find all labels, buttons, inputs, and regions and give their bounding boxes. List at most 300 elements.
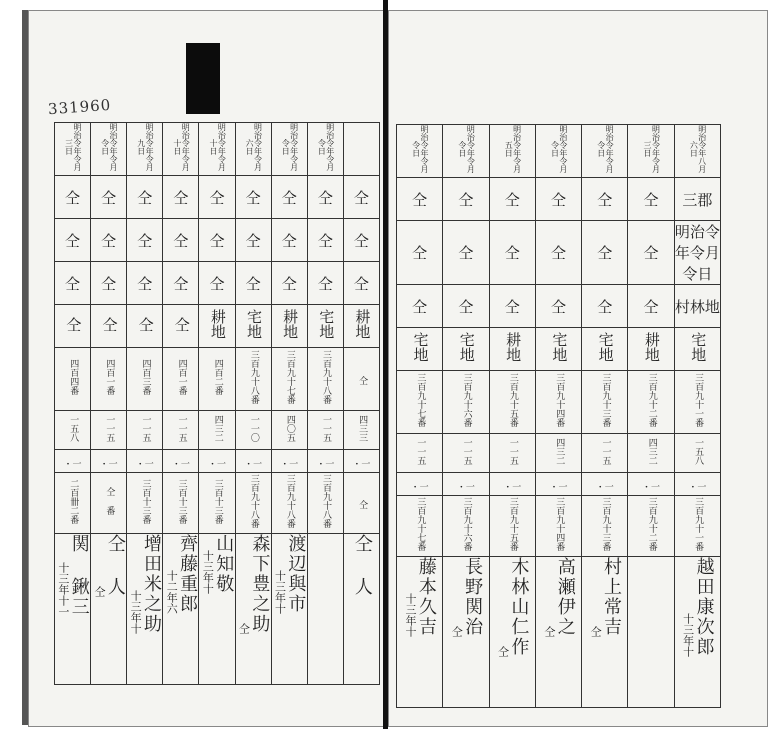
lot-text: 四百二番 [212, 359, 223, 395]
ledger-cell-same1 [127, 176, 163, 219]
ledger-cell-tax [674, 473, 720, 496]
tax-text: ・一 [63, 459, 82, 470]
ledger-cell-owner [55, 534, 91, 685]
lot-text: 三百九十四番 [554, 373, 565, 427]
same2-text: 仝 [281, 231, 297, 250]
ledger-cell-category [235, 305, 271, 348]
tax-text: ・一 [410, 482, 429, 493]
lot2-text: 仝 [357, 499, 368, 509]
lot-text: 仝 [357, 375, 368, 385]
ledger-cell-same1 [163, 176, 199, 219]
area-text: 一一五 [461, 437, 472, 465]
ledger-cell-category [271, 305, 307, 348]
same3-text: 仝 [317, 274, 333, 293]
ledger-cell-lot2 [235, 473, 271, 534]
ledger-cell-date [55, 123, 91, 176]
same2-text: 仝 [597, 244, 613, 262]
ledger-cell-tax [628, 473, 674, 496]
owner-name: 仝 人 [351, 534, 373, 597]
category-text: 仝 [136, 316, 155, 332]
ledger-cell-same3 [343, 262, 379, 305]
lot-text: 三百九十五番 [507, 373, 518, 427]
category-text: 宅地 [457, 332, 476, 362]
ledger-cell-same1 [199, 176, 235, 219]
ledger-cell-lot [199, 348, 235, 411]
lot2-text: 三百十三番 [212, 478, 223, 524]
ledger-cell-date [127, 123, 163, 176]
ledger-cell-lot [91, 348, 127, 411]
ledger-cell-owner [127, 534, 163, 685]
ledger-cell-date [443, 125, 489, 178]
lot2-text: 仝 番 [104, 487, 115, 515]
ledger-cell-lot2 [674, 496, 720, 557]
owner-date: 十三年十一 [56, 562, 70, 617]
ledger-cell-lot [343, 348, 379, 411]
ledger-cell-area [235, 411, 271, 450]
ledger-cell-area [582, 434, 628, 473]
ledger-cell-area [674, 434, 720, 473]
ledger-cell-same3 [674, 285, 720, 328]
ledger-cell-area [307, 411, 343, 450]
lot-text: 三百九十二番 [646, 373, 657, 427]
ledger-cell-lot2 [307, 473, 343, 534]
category-text: 仝 [64, 316, 83, 332]
tax-text: ・一 [207, 459, 226, 470]
same3-text: 仝 [458, 297, 474, 316]
ledger-cell-same2 [674, 221, 720, 285]
same2-text: 仝 [353, 231, 369, 250]
ledger-cell-same3 [127, 262, 163, 305]
lot-text: 三百九十六番 [461, 373, 472, 427]
ledger-cell-same2 [91, 219, 127, 262]
ledger-cell-tax [307, 450, 343, 473]
same3-text: 仝 [353, 274, 369, 293]
same2-text: 明治令年令月令日 [674, 223, 720, 283]
owner-date: 十三年十 [403, 593, 417, 637]
redaction-block [186, 43, 220, 114]
owner-name: 村上常吉 [600, 557, 622, 637]
ledger-cell-same1 [343, 176, 379, 219]
lot2-text: 三百九十八番 [284, 474, 295, 528]
tax-text: ・一 [456, 482, 475, 493]
area-text: 一一五 [176, 414, 187, 442]
tax-text: ・一 [316, 459, 335, 470]
same2-text: 仝 [458, 244, 474, 262]
ledger-cell-date [91, 123, 127, 176]
date-text: 明治令年八月六日 [689, 125, 707, 173]
ledger-cell-lot2 [55, 473, 91, 534]
owner-date: 十三年十 [273, 570, 287, 614]
ledger-cell-area [443, 434, 489, 473]
category-text: 耕地 [208, 309, 227, 339]
owner-date: 十三年十 [681, 613, 695, 657]
same3-text: 仝 [412, 297, 428, 316]
category-text: 仝 [172, 316, 191, 332]
ledger-cell-category [127, 305, 163, 348]
same2-text: 仝 [209, 231, 225, 250]
ledger-row-lot [397, 371, 721, 434]
same1-text: 仝 [101, 188, 117, 207]
ledger-cell-owner [489, 557, 535, 708]
ledger-cell-tax [489, 473, 535, 496]
ledger-cell-date [343, 123, 379, 176]
ledger-row-tax [55, 450, 380, 473]
same3-text: 仝 [550, 297, 566, 316]
tax-text: ・一 [549, 482, 568, 493]
same3-text: 仝 [65, 274, 81, 293]
owner-date: 仝 [92, 586, 106, 597]
ledger-cell-same3 [271, 262, 307, 305]
ledger-cell-same2 [397, 221, 443, 285]
same3-text: 村林地 [674, 297, 720, 316]
ledger-cell-owner [443, 557, 489, 708]
same2-text: 仝 [101, 231, 117, 250]
lot-text: 三百九十三番 [600, 373, 611, 427]
same1-text: 仝 [209, 188, 225, 207]
lot2-text: 三百十三番 [176, 478, 187, 524]
same3-text: 仝 [173, 274, 189, 293]
same1-text: 仝 [504, 190, 520, 209]
lot2-text: 三百九十七番 [415, 497, 426, 551]
ledger-cell-tax [343, 450, 379, 473]
ledger-row-same3 [397, 285, 721, 328]
ledger-row-area [55, 411, 380, 450]
ledger-row-area [397, 434, 721, 473]
ledger-cell-same1 [55, 176, 91, 219]
owner-name: 高瀬伊之 [554, 557, 576, 637]
ledger-cell-lot2 [163, 473, 199, 534]
owner-name: 齊藤重郎 [177, 534, 199, 614]
ledger-cell-same2 [628, 221, 674, 285]
ledger-cell-same1 [271, 176, 307, 219]
lot-text: 三百九十一番 [693, 373, 704, 427]
ledger-cell-same2 [163, 219, 199, 262]
ledger-cell-lot [582, 371, 628, 434]
ledger-cell-area [91, 411, 127, 450]
lot2-text: 三百九十六番 [461, 497, 472, 551]
ledger-cell-tax [535, 473, 581, 496]
ledger-cell-tax [199, 450, 235, 473]
lot2-text: 三百十三番 [140, 478, 151, 524]
ledger-cell-owner [397, 557, 443, 708]
ledger-cell-lot2 [535, 496, 581, 557]
date-text: 明治令年令月九日 [136, 123, 155, 171]
ledger-cell-same3 [397, 285, 443, 328]
ledger-cell-same3 [199, 262, 235, 305]
ledger-row-tax [397, 473, 721, 496]
area-text: 一一五 [600, 437, 611, 465]
ledger-cell-lot [163, 348, 199, 411]
ledger-cell-lot2 [489, 496, 535, 557]
ledger-cell-same1 [397, 178, 443, 221]
ledger-row-same2 [55, 219, 380, 262]
ledger-cell-lot2 [443, 496, 489, 557]
same1-text: 仝 [317, 188, 333, 207]
ledger-cell-area [199, 411, 235, 450]
same2-text: 仝 [504, 244, 520, 262]
ledger-row-same1 [397, 178, 721, 221]
ledger-cell-tax [443, 473, 489, 496]
lot-text: 三百九十八番 [321, 350, 332, 404]
category-text: 耕地 [504, 332, 523, 362]
land-ledger-table-left [54, 122, 380, 685]
ledger-cell-category [91, 305, 127, 348]
tax-text: ・一 [171, 459, 190, 470]
ledger-cell-same3 [91, 262, 127, 305]
ledger-cell-lot2 [271, 473, 307, 534]
lot2-text: 三百九十五番 [507, 497, 518, 551]
same1-text: 仝 [597, 190, 613, 209]
ledger-cell-tax [397, 473, 443, 496]
ledger-cell-same1 [91, 176, 127, 219]
ledger-cell-area [397, 434, 443, 473]
ledger-cell-same3 [55, 262, 91, 305]
ledger-cell-category [397, 328, 443, 371]
ledger-row-same1 [55, 176, 380, 219]
ledger-cell-date [582, 125, 628, 178]
same3-text: 仝 [504, 297, 520, 316]
ledger-cell-same3 [489, 285, 535, 328]
ledger-cell-date [307, 123, 343, 176]
ledger-cell-date [271, 123, 307, 176]
ledger-cell-same2 [127, 219, 163, 262]
ledger-cell-same3 [628, 285, 674, 328]
ledger-cell-same2 [199, 219, 235, 262]
owner-date: 仝 [237, 623, 251, 634]
owner-date: 仝 [496, 646, 510, 657]
ledger-cell-tax [271, 450, 307, 473]
same3-text: 仝 [209, 274, 225, 293]
date-text: 明治令年令月六日 [245, 123, 263, 171]
tax-text: ・一 [352, 459, 371, 470]
date-text: 明治令年令月令日 [281, 123, 299, 171]
ledger-cell-owner [535, 557, 581, 708]
lot-text: 四百四番 [68, 359, 79, 395]
ledger-cell-lot [127, 348, 163, 411]
owner-date: 仝 [542, 626, 556, 637]
ledger-cell-owner [582, 557, 628, 708]
ledger-cell-lot [489, 371, 535, 434]
same1-text: 仝 [458, 190, 474, 209]
owner-date: 仝 [589, 626, 603, 637]
ledger-cell-lot2 [582, 496, 628, 557]
ledger-cell-same2 [55, 219, 91, 262]
lot-text: 三百九十八番 [248, 350, 259, 404]
same2-text: 仝 [550, 244, 566, 262]
ledger-cell-owner [91, 534, 127, 685]
ledger-cell-owner [163, 534, 199, 685]
lot2-text: 三百九十四番 [554, 497, 565, 551]
ledger-cell-category [628, 328, 674, 371]
same3-text: 仝 [245, 274, 261, 293]
tax-text: ・一 [280, 459, 299, 470]
ledger-cell-same1 [535, 178, 581, 221]
ledger-row-same3 [55, 262, 380, 305]
date-text: 明治令年令月令日 [596, 125, 615, 173]
ledger-cell-same3 [443, 285, 489, 328]
date-text: 明治令年令月令日 [317, 123, 335, 171]
category-text: 耕地 [353, 309, 372, 339]
same3-text: 仝 [597, 297, 613, 316]
ledger-cell-date [628, 125, 674, 178]
date-text: 明治令年令月令日 [550, 125, 568, 173]
ledger-row-owner [55, 534, 380, 685]
ledger-cell-same1 [235, 176, 271, 219]
same2-text: 仝 [245, 231, 261, 250]
same1-text: 仝 [137, 188, 153, 207]
area-text: 一五八 [693, 437, 704, 465]
ledger-cell-lot [674, 371, 720, 434]
category-text: 宅地 [244, 309, 263, 339]
ledger-cell-date [674, 125, 720, 178]
same3-text: 仝 [137, 274, 153, 293]
ledger-cell-same1 [443, 178, 489, 221]
ledger-cell-lot2 [343, 473, 379, 534]
ledger-cell-category [535, 328, 581, 371]
ledger-row-lot2 [397, 496, 721, 557]
ledger-cell-same3 [235, 262, 271, 305]
owner-name: 越田康次郎 [693, 557, 715, 657]
ledger-cell-date [489, 125, 535, 178]
ledger-cell-same1 [674, 178, 720, 221]
owner-name: 渡辺與市 [285, 534, 307, 614]
ledger-cell-date [235, 123, 271, 176]
tax-text: ・一 [595, 482, 614, 493]
same3-text: 仝 [643, 297, 659, 316]
area-text: 四三二 [554, 437, 565, 465]
tax-text: ・一 [244, 459, 263, 470]
owner-name: 增田米之助 [140, 534, 162, 634]
tax-text: ・一 [688, 482, 707, 493]
ledger-cell-area [163, 411, 199, 450]
ledger-cell-date [199, 123, 235, 176]
owner-name: 仝 人 [104, 534, 126, 597]
ledger-cell-owner [307, 534, 343, 685]
owner-name: 森下豊之助 [249, 534, 271, 634]
date-text: 明治令年令月五日 [504, 125, 522, 173]
ledger-cell-tax [127, 450, 163, 473]
area-text: 一一五 [321, 414, 332, 442]
ledger-cell-owner [199, 534, 235, 685]
area-text: 一一五 [140, 414, 151, 442]
area-text: 一五八 [68, 414, 79, 442]
lot-text: 四百三番 [140, 359, 151, 395]
ledger-cell-same3 [163, 262, 199, 305]
ledger-cell-tax [235, 450, 271, 473]
same3-text: 仝 [101, 274, 117, 293]
lot2-text: 三百九十二番 [646, 497, 657, 551]
ledger-cell-date [535, 125, 581, 178]
ledger-cell-lot [628, 371, 674, 434]
owner-name: 藤本久吉 [415, 557, 437, 637]
ledger-row-category [55, 305, 380, 348]
owner-name: 木林山仁作 [508, 557, 530, 657]
area-text: 一一五 [507, 437, 518, 465]
category-text: 耕地 [642, 332, 661, 362]
ledger-row-date [55, 123, 380, 176]
area-text: 四三二 [646, 437, 657, 465]
ledger-cell-same2 [489, 221, 535, 285]
same2-text: 仝 [137, 231, 153, 250]
same1-text: 仝 [281, 188, 297, 207]
lot2-text: 三百九十三番 [600, 497, 611, 551]
category-text: 宅地 [411, 332, 430, 362]
area-text: 一一〇 [248, 414, 259, 442]
ledger-cell-owner [235, 534, 271, 685]
lot2-text: 三百九十一番 [693, 497, 704, 551]
ledger-cell-area [535, 434, 581, 473]
tax-text: ・一 [642, 482, 661, 493]
lot-text: 三百九十七番 [415, 373, 426, 427]
tax-text: ・一 [135, 459, 154, 470]
same1-text: 仝 [550, 190, 566, 209]
ledger-cell-date [397, 125, 443, 178]
area-text: 四三三 [357, 414, 368, 442]
ledger-cell-lot [443, 371, 489, 434]
owner-date: 十三年十 [129, 590, 143, 634]
same1-text: 仝 [245, 188, 261, 207]
ledger-cell-category [674, 328, 720, 371]
ledger-cell-same1 [628, 178, 674, 221]
ledger-cell-area [271, 411, 307, 450]
lot2-text: 二百卌二番 [68, 478, 79, 524]
ledger-cell-same2 [307, 219, 343, 262]
ledger-cell-area [127, 411, 163, 450]
ledger-cell-category [582, 328, 628, 371]
ledger-cell-area [628, 434, 674, 473]
same1-text: 仝 [412, 190, 428, 209]
owner-name: 山知敬 [213, 534, 235, 594]
ledger-row-owner [397, 557, 721, 708]
area-text: 四〇五 [284, 414, 295, 442]
date-text: 明治令年令月令日 [457, 125, 476, 173]
owner-name: 長野関治 [462, 557, 484, 637]
ledger-cell-same1 [489, 178, 535, 221]
ledger-cell-same2 [443, 221, 489, 285]
ledger-cell-owner [271, 534, 307, 685]
ledger-cell-same1 [307, 176, 343, 219]
same1-text: 仝 [643, 190, 659, 209]
ledger-row-same2 [397, 221, 721, 285]
lot2-text: 三百九十八番 [248, 474, 259, 528]
ledger-cell-lot2 [91, 473, 127, 534]
ledger-cell-same2 [235, 219, 271, 262]
ledger-cell-lot [307, 348, 343, 411]
date-text: 明治令年令月十日 [172, 123, 191, 171]
ledger-cell-same3 [307, 262, 343, 305]
lot-text: 三百九十七番 [284, 350, 295, 404]
area-text: 一一五 [415, 437, 426, 465]
ledger-cell-category [199, 305, 235, 348]
ledger-cell-lot2 [397, 496, 443, 557]
ledger-cell-category [343, 305, 379, 348]
ledger-cell-lot2 [127, 473, 163, 534]
area-text: 一一五 [104, 414, 115, 442]
ledger-cell-same2 [535, 221, 581, 285]
lot2-text: 三百九十八番 [321, 474, 332, 528]
ledger-cell-tax [582, 473, 628, 496]
ledger-row-date [397, 125, 721, 178]
book-gutter [383, 0, 388, 729]
same2-text: 仝 [643, 244, 659, 262]
ledger-cell-same2 [582, 221, 628, 285]
category-text: 宅地 [689, 332, 708, 362]
same2-text: 仝 [65, 231, 81, 250]
area-text: 四三二 [212, 414, 223, 442]
lot-text: 四百一番 [176, 359, 187, 395]
ledger-cell-tax [163, 450, 199, 473]
ledger-cell-same2 [271, 219, 307, 262]
